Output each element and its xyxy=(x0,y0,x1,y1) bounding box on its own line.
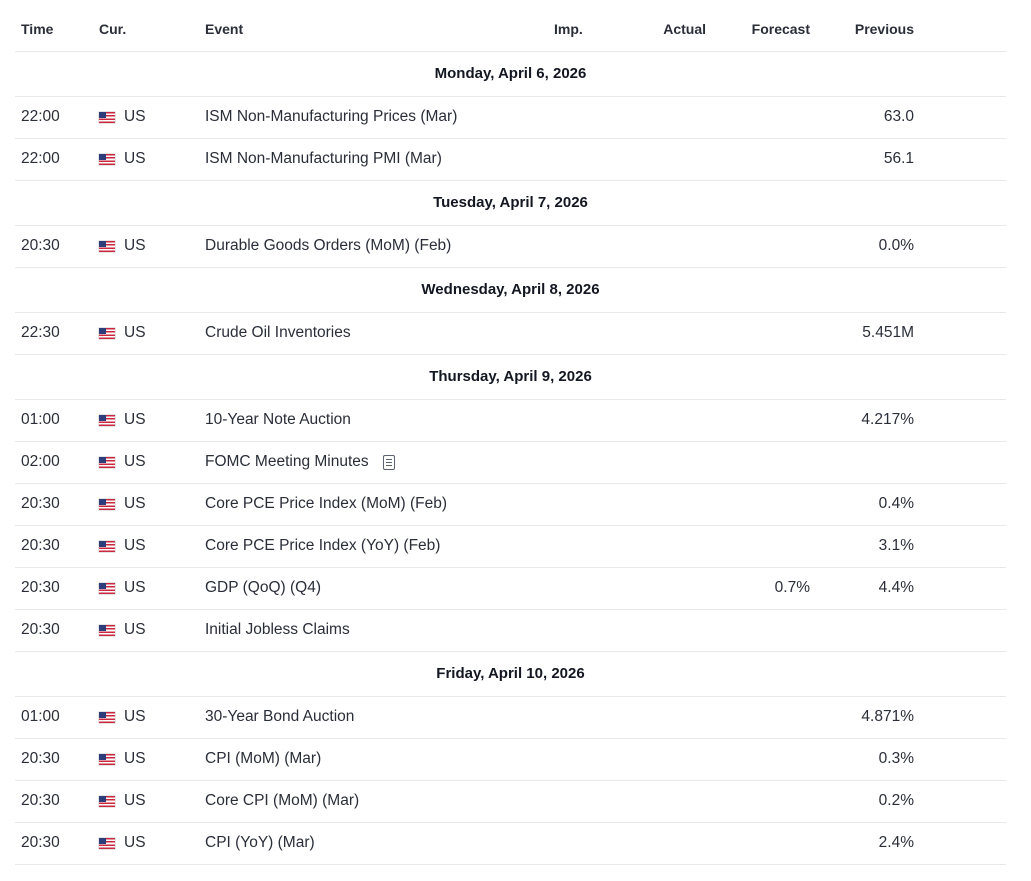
event-time: 20:30 xyxy=(21,792,60,809)
event-previous: 4.4% xyxy=(878,579,914,596)
day-label: Thursday, April 9, 2026 xyxy=(429,368,592,385)
us-flag-icon xyxy=(99,625,115,636)
event-cell xyxy=(205,108,457,126)
event-previous: 56.1 xyxy=(883,150,914,167)
currency-code: US xyxy=(124,834,146,851)
event-row[interactable] xyxy=(15,97,1006,139)
event-row[interactable] xyxy=(15,400,1006,442)
event-time: 22:00 xyxy=(21,108,60,125)
event-currency xyxy=(99,150,146,168)
event-time: 20:30 xyxy=(21,495,60,512)
currency-code: US xyxy=(124,324,146,341)
event-cell xyxy=(205,579,321,597)
event-name[interactable]: 10-Year Note Auction xyxy=(205,411,351,428)
event-cell xyxy=(205,621,350,639)
day-label: Wednesday, April 8, 2026 xyxy=(421,281,600,298)
event-row[interactable] xyxy=(15,610,1006,652)
us-flag-icon xyxy=(99,328,115,339)
event-time: 20:30 xyxy=(21,537,60,554)
column-header-event[interactable]: Event xyxy=(205,21,244,37)
event-previous: 0.3% xyxy=(878,750,914,767)
day-header-row xyxy=(15,355,1006,400)
us-flag-icon xyxy=(99,583,115,594)
document-icon[interactable] xyxy=(383,455,395,470)
event-currency xyxy=(99,108,146,126)
event-time: 20:30 xyxy=(21,579,60,596)
currency-code: US xyxy=(124,579,146,596)
event-name[interactable]: CPI (MoM) (Mar) xyxy=(205,750,322,767)
event-previous: 0.2% xyxy=(878,792,914,809)
event-name[interactable]: FOMC Meeting Minutes xyxy=(205,453,369,470)
event-previous: 0.0% xyxy=(878,237,914,254)
currency-code: US xyxy=(124,537,146,554)
currency-code: US xyxy=(124,237,146,254)
event-previous: 5.451M xyxy=(862,324,914,341)
event-name[interactable]: Initial Jobless Claims xyxy=(205,621,350,638)
us-flag-icon xyxy=(99,754,115,765)
currency-code: US xyxy=(124,108,146,125)
us-flag-icon xyxy=(99,541,115,552)
us-flag-icon xyxy=(99,415,115,426)
event-cell xyxy=(205,708,354,726)
event-row[interactable] xyxy=(15,139,1006,181)
column-header-actual[interactable]: Actual xyxy=(663,21,706,37)
event-time: 20:30 xyxy=(21,237,60,254)
event-currency xyxy=(99,237,146,255)
event-time: 20:30 xyxy=(21,621,60,638)
event-row[interactable] xyxy=(15,526,1006,568)
currency-code: US xyxy=(124,495,146,512)
currency-code: US xyxy=(124,750,146,767)
currency-code: US xyxy=(124,621,146,638)
event-name[interactable]: Core PCE Price Index (YoY) (Feb) xyxy=(205,537,441,554)
event-currency xyxy=(99,708,146,726)
event-time: 22:30 xyxy=(21,324,60,341)
us-flag-icon xyxy=(99,838,115,849)
event-name[interactable]: GDP (QoQ) (Q4) xyxy=(205,579,321,596)
economic-calendar-table xyxy=(15,0,1006,865)
us-flag-icon xyxy=(99,712,115,723)
event-previous: 63.0 xyxy=(883,108,914,125)
event-cell xyxy=(205,324,351,342)
event-cell xyxy=(205,150,442,168)
us-flag-icon xyxy=(99,154,115,165)
event-time: 02:00 xyxy=(21,453,60,470)
day-header-row xyxy=(15,268,1006,313)
event-name[interactable]: Durable Goods Orders (MoM) (Feb) xyxy=(205,237,452,254)
event-row[interactable] xyxy=(15,568,1006,610)
event-currency xyxy=(99,324,146,342)
event-currency xyxy=(99,411,146,429)
event-name[interactable]: ISM Non-Manufacturing PMI (Mar) xyxy=(205,150,442,167)
event-previous: 3.1% xyxy=(878,537,914,554)
event-time: 01:00 xyxy=(21,411,60,428)
event-previous: 0.4% xyxy=(878,495,914,512)
calendar-body xyxy=(15,52,1006,865)
event-currency xyxy=(99,537,146,555)
day-header-row xyxy=(15,181,1006,226)
event-currency xyxy=(99,750,146,768)
event-time: 01:00 xyxy=(21,708,60,725)
column-header-time[interactable]: Time xyxy=(21,21,54,37)
column-header-importance[interactable]: Imp. xyxy=(554,21,583,37)
event-currency xyxy=(99,579,146,597)
event-cell xyxy=(205,453,395,471)
us-flag-icon xyxy=(99,457,115,468)
event-row[interactable] xyxy=(15,739,1006,781)
currency-code: US xyxy=(124,708,146,725)
event-name[interactable]: ISM Non-Manufacturing Prices (Mar) xyxy=(205,108,458,125)
day-label: Monday, April 6, 2026 xyxy=(434,65,587,82)
event-cell xyxy=(205,411,351,429)
event-currency xyxy=(99,621,146,639)
day-header-row xyxy=(15,52,1006,97)
day-label: Friday, April 10, 2026 xyxy=(436,665,585,682)
column-header-previous[interactable]: Previous xyxy=(854,21,914,37)
event-name[interactable]: 30-Year Bond Auction xyxy=(205,708,355,725)
table-header xyxy=(15,0,1006,52)
us-flag-icon xyxy=(99,241,115,252)
event-currency xyxy=(99,495,146,513)
us-flag-icon xyxy=(99,112,115,123)
event-time: 22:00 xyxy=(21,150,60,167)
us-flag-icon xyxy=(99,499,115,510)
currency-code: US xyxy=(124,411,146,428)
currency-code: US xyxy=(124,150,146,167)
event-time: 20:30 xyxy=(21,834,60,851)
event-time: 20:30 xyxy=(21,750,60,767)
event-name[interactable]: Crude Oil Inventories xyxy=(205,324,351,341)
event-cell xyxy=(205,750,321,768)
event-name[interactable]: CPI (YoY) (Mar) xyxy=(205,834,315,851)
event-row[interactable] xyxy=(15,781,1006,823)
column-header-forecast[interactable]: Forecast xyxy=(751,21,810,37)
currency-code: US xyxy=(124,792,146,809)
event-row[interactable] xyxy=(15,823,1006,865)
event-row[interactable] xyxy=(15,313,1006,355)
us-flag-icon xyxy=(99,796,115,807)
event-previous: 4.217% xyxy=(861,411,914,428)
event-name[interactable]: Core CPI (MoM) (Mar) xyxy=(205,792,360,809)
day-header-row xyxy=(15,652,1006,697)
event-cell xyxy=(205,495,447,513)
event-currency xyxy=(99,453,146,471)
currency-code: US xyxy=(124,453,146,470)
event-cell xyxy=(205,834,315,852)
event-row[interactable] xyxy=(15,442,1006,484)
event-previous: 2.4% xyxy=(878,834,914,851)
column-header-currency[interactable]: Cur. xyxy=(99,21,127,37)
event-name[interactable]: Core PCE Price Index (MoM) (Feb) xyxy=(205,495,448,512)
event-cell xyxy=(205,792,359,810)
event-row[interactable] xyxy=(15,226,1006,268)
event-forecast: 0.7% xyxy=(774,579,810,596)
event-row[interactable] xyxy=(15,484,1006,526)
event-previous: 4.871% xyxy=(861,708,914,725)
event-cell xyxy=(205,537,440,555)
day-label: Tuesday, April 7, 2026 xyxy=(433,194,588,211)
event-currency xyxy=(99,792,146,810)
event-cell xyxy=(205,237,451,255)
event-row[interactable] xyxy=(15,697,1006,739)
event-currency xyxy=(99,834,146,852)
